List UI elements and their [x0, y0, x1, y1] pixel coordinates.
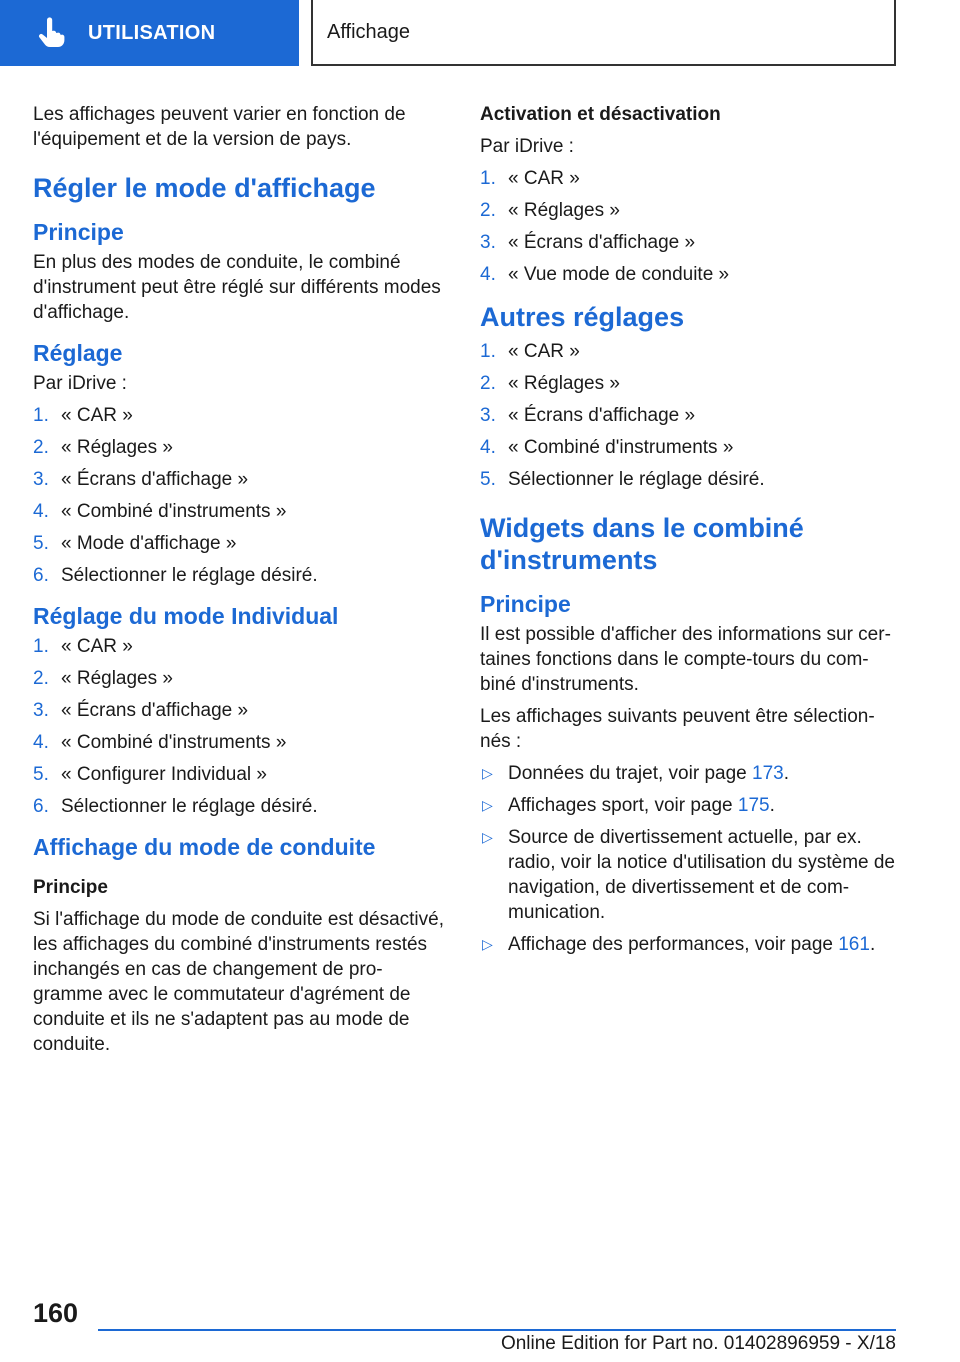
list-item: 4. « Combiné d'instruments »: [33, 501, 287, 522]
list-item: 1. « CAR »: [480, 341, 580, 362]
list-item: 6. Sélectionner le réglage désiré.: [33, 565, 318, 586]
list-item: 5. « Mode d'affichage »: [33, 533, 237, 554]
list-item: 3. « Écrans d'affichage »: [33, 700, 249, 721]
heading-reglage-individual: Réglage du mode Individual: [33, 603, 339, 629]
page-reference-link[interactable]: 161: [838, 934, 870, 955]
heading-reglage: Réglage: [33, 340, 123, 366]
heading-activation: Activation et désactivation: [480, 104, 721, 125]
edition-text: Online Edition for Part no. 01402896959 - X/18: [500, 1333, 896, 1354]
list-item: 4. « Combiné d'instruments »: [33, 732, 287, 753]
list-item: 3. « Écrans d'affichage »: [33, 469, 249, 490]
principe-paragraph: En plus des modes de conduite, le combiné d'instrument peut être réglé sur différents modes d'affichage.: [33, 252, 441, 323]
heading-affichage-mode: Affichage du mode de conduite: [33, 834, 376, 860]
list-item: 2. « Réglages »: [33, 437, 173, 458]
individual-steps: [33, 634, 451, 819]
activation-intro: Par iDrive :: [480, 136, 574, 157]
list-item: 5. « Configurer Individual »: [33, 764, 267, 785]
autres-steps: [480, 339, 896, 492]
reglage-intro: Par iDrive :: [33, 373, 127, 394]
list-item: 6. Sélectionner le réglage désiré.: [33, 796, 318, 817]
page-reference-link[interactable]: 175: [737, 795, 770, 816]
left-column: [33, 102, 451, 1064]
list-item: 1. « CAR »: [33, 405, 133, 426]
touch-hand-icon: [34, 16, 68, 50]
triangle-bullet-icon: ▷: [482, 936, 493, 952]
list-item: ▷ Affichage des performances, voir page 161.: [482, 934, 876, 955]
list-item: 3. « Écrans d'affichage »: [480, 405, 696, 426]
heading-principe: Principe: [33, 219, 124, 245]
activation-steps: [480, 166, 896, 287]
heading-principe-2: Principe: [33, 877, 108, 898]
triangle-bullet-icon: ▷: [482, 797, 493, 813]
principe3-paragraph: Il est possible d'afficher des informations sur cer- taines fonctions dans le compte-tours du com- biné d'instruments.: [480, 624, 891, 695]
triangle-bullet-icon: ▷: [482, 829, 493, 845]
list-item: ▷ Source de divertissement actuelle, par ex. radio, voir la notice d'utilisation du système de navigation, de divertissement et de com- munication.: [482, 827, 895, 923]
list-item: 2. « Réglages »: [480, 373, 620, 394]
heading-autres-reglages: Autres réglages: [480, 302, 685, 332]
heading-principe-3: Principe: [480, 591, 571, 617]
page-reference-link[interactable]: 173: [752, 763, 784, 784]
triangle-bullet-icon: ▷: [482, 765, 493, 781]
topic-label: Affichage: [327, 20, 411, 43]
topic-tab[interactable]: [311, 0, 896, 66]
reglage-steps: [33, 403, 451, 588]
right-column: [480, 102, 896, 964]
section-label: UTILISATION: [88, 21, 216, 44]
list-item: 3. « Écrans d'affichage »: [480, 232, 696, 253]
heading-widgets: Widgets dans le combiné d'instruments: [480, 513, 804, 575]
list-item: ▷ Affichages sport, voir page 175.: [482, 795, 775, 816]
list-item: 1. « CAR »: [33, 636, 133, 657]
list-item: 1. « CAR »: [480, 168, 580, 189]
principe2-paragraph: Si l'affichage du mode de conduite est désactivé, les affichages du combiné d'instruments restés inchangés en cas de changement de pro- gramme avec le commutateur d'agrément de conduite et ils ne s'adaptent pas au mode de conduite.: [33, 909, 444, 1055]
list-item: 4. « Vue mode de conduite »: [480, 264, 730, 285]
page-number: 160: [33, 1298, 79, 1328]
list-item: 5. Sélectionner le réglage désiré.: [480, 469, 765, 490]
section-tab[interactable]: [0, 0, 299, 66]
widget-options-list: [480, 761, 896, 957]
selection-paragraph: Les affichages suivants peuvent être sélection- nés :: [480, 706, 875, 752]
list-item: 4. « Combiné d'instruments »: [480, 437, 734, 458]
list-item: ▷ Données du trajet, voir page 173.: [482, 763, 789, 784]
list-item: 2. « Réglages »: [33, 668, 173, 689]
intro-paragraph: Les affichages peuvent varier en fonction de l'équipement et de la version de pays.: [33, 104, 406, 150]
footer-divider: [98, 1329, 896, 1331]
list-item: 2. « Réglages »: [480, 200, 620, 221]
heading-regler-mode: Régler le mode d'affichage: [33, 173, 376, 203]
